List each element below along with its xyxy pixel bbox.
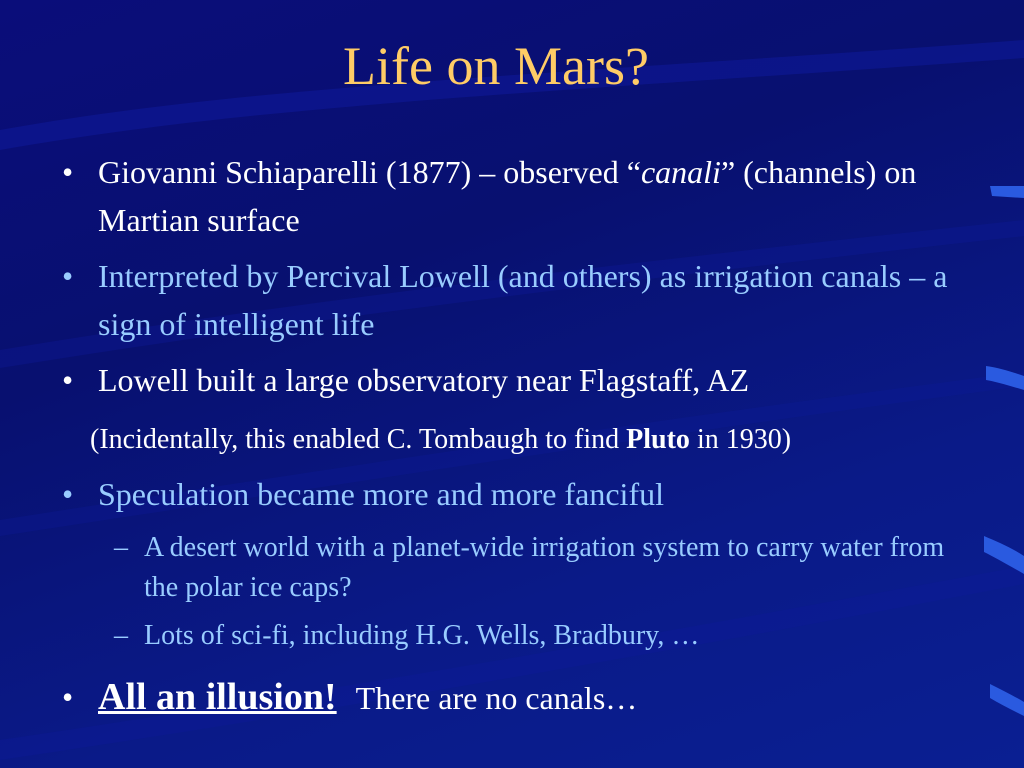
no-canals-text: There are no canals… [355,680,638,716]
bullet-text [98,670,962,725]
illusion-emphasis: All an illusion! [98,676,337,718]
bullet-text: Lowell built a large observatory near Flagstaff, AZ [98,362,750,398]
pluto-note [90,420,990,460]
bullet-text [98,148,962,244]
subbullet-marker: – [114,620,128,651]
subbullet-scifi [114,616,974,656]
slide-title: Life on Mars? [343,36,649,96]
bullet-marker: • [62,679,74,715]
bullet-marker: • [62,476,74,512]
edge-streak [990,684,1024,716]
bullet-text-part1: Giovanni Schiaparelli (1877) – observed “ [98,154,641,190]
subbullet-marker: – [114,532,128,563]
bullet-illusion [62,670,962,725]
bullet-text-part2: ” (channels) on Martian surface [98,154,917,238]
subbullet-desert-world [114,528,974,608]
subbullet-text: A desert world with a planet-wide irrigation system to carry water from the polar ice caps? [144,532,945,603]
bullet-marker: • [62,154,74,190]
note-after: in 1930) [689,424,792,455]
pluto-term: Pluto [626,424,690,455]
bullet-marker: • [62,362,74,398]
bullet-text: Interpreted by Percival Lowell (and others) as irrigation canals – a sign of intelligent life [98,258,948,342]
bullet-marker: • [62,258,74,294]
note-before: (Incidentally, this enabled C. Tombaugh to find [90,424,627,455]
bullet-observatory [62,356,962,404]
canali-term: canali [640,154,721,190]
bullet-speculation [62,470,962,518]
edge-streak [990,186,1024,198]
bullet-lowell-interpretation [62,252,962,348]
bullet-text: Speculation became more and more fanciful [98,476,664,512]
bullet-schiaparelli [62,148,962,244]
subbullet-text: Lots of sci-fi, including H.G. Wells, Bradbury, … [144,620,700,651]
edge-streak [984,536,1024,574]
